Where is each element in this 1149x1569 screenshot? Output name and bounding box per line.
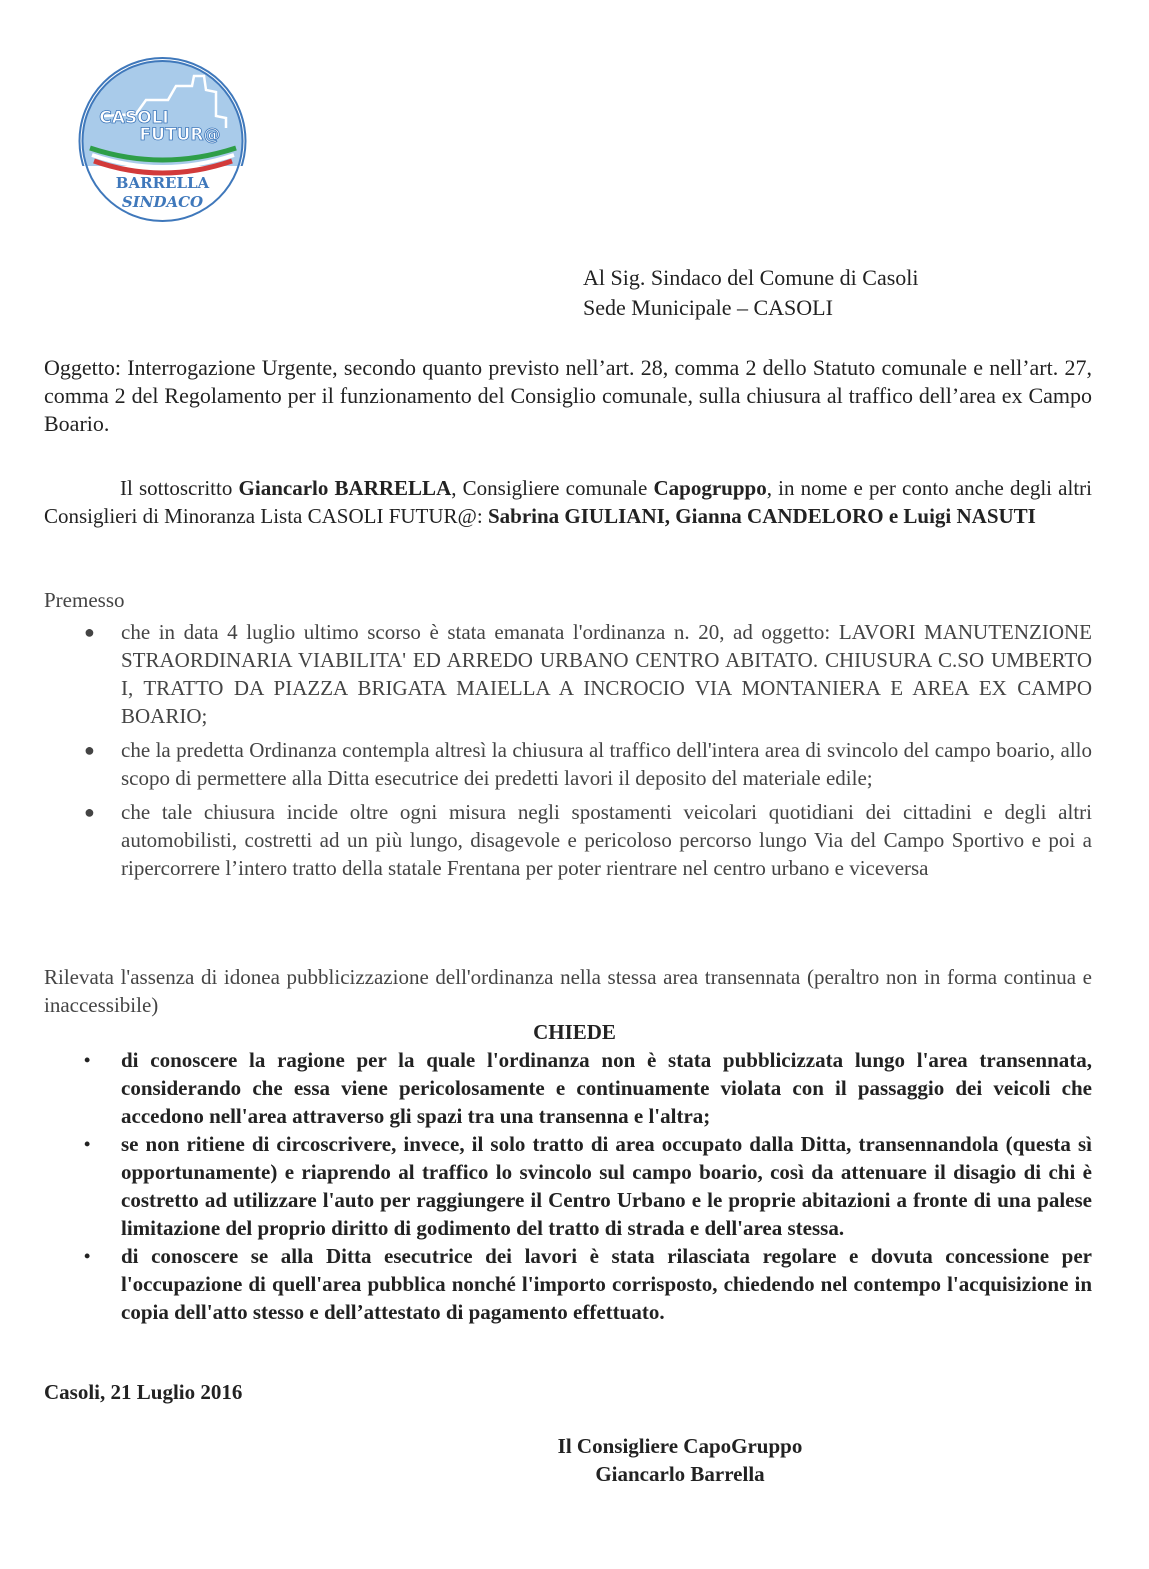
chiede-heading: CHIEDE	[533, 1020, 616, 1044]
intro-paragraph	[44, 474, 1092, 530]
party-logo-emblem	[76, 56, 249, 226]
logo-line2: FUTUR@	[139, 125, 221, 145]
bullet-icon: ●	[84, 622, 95, 642]
logo-line3: BARRELLA	[115, 174, 210, 192]
list-item	[44, 798, 1092, 882]
chiede-list	[44, 1046, 1092, 1326]
intro-text-1: Il sottoscritto	[120, 476, 239, 500]
intro-text-3: , in nome e per conto anche degli altri Consiglieri di Minoranza Lista CASOLI FUTUR@:	[44, 476, 1092, 528]
list-item	[44, 1130, 1092, 1242]
signature-role: Il Consigliere CapoGruppo	[557, 1434, 803, 1458]
date-line: Casoli, 21 Luglio 2016	[44, 1380, 243, 1404]
signature-name: Giancarlo Barrella	[595, 1462, 765, 1486]
list-item	[44, 736, 1092, 792]
addressee-line1: Al Sig. Sindaco del Comune di Casoli	[583, 265, 919, 290]
list-item	[44, 1242, 1092, 1326]
bullet-icon: •	[84, 1246, 91, 1266]
bullet-icon: ●	[84, 740, 95, 760]
premesso-item-text: che in data 4 luglio ultimo scorso è stata emanata l'ordinanza n. 20, ad oggetto: LAVORI MANUTENZIONE STRAORDINARIA VIABILITA' ED ARREDO URBANO CENTRO ABITATO. CHIUSURA C.SO UMBERTO I, TRATTO DA PIAZZA BRIGATA MAIELLA A INCROCIO VIA MONTANIERA E AREA EX CAMPO BOARIO;	[121, 620, 1092, 728]
list-item	[44, 618, 1092, 730]
subject-paragraph: Oggetto: Interrogazione Urgente, secondo quanto previsto nell’art. 28, comma 2 dello Statuto comunale e nell’art. 27, comma 2 del Regolamento per il funzionamento del Consiglio comunale, sulla chiusura al traffico dell’area ex Campo Boario.	[44, 355, 1092, 436]
addressee-line2: Sede Municipale – CASOLI	[583, 295, 833, 320]
intro-text-2: , Consigliere comunale	[451, 476, 654, 500]
intro-signer-name: Giancarlo BARRELLA	[238, 476, 452, 500]
chiede-item-text: di conoscere la ragione per la quale l'ordinanza non è stata pubblicizzata lungo l'area transennata, considerando che essa viene pericolosamente e continuamente violata con il passaggio dei veicoli che accedono nell'area attraverso gli spazi tra una transenna e l'altra;	[121, 1048, 1092, 1128]
list-item	[44, 1046, 1092, 1130]
chiede-item-text: di conoscere se alla Ditta esecutrice dei lavori è stata rilasciata regolare e dovuta concessione per l'occupazione di quell'area pubblica nonché l'importo corrisposto, chiedendo nel contempo l'acquisizione in copia dell'atto stesso e dell’attestato di pagamento effettuato.	[121, 1244, 1092, 1324]
logo-line1: CASOLI	[99, 108, 169, 128]
premesso-list	[44, 618, 1092, 888]
addressee-block	[583, 263, 1103, 323]
logo-line4: SINDACO	[121, 193, 204, 211]
premesso-item-text: che la predetta Ordinanza contempla altresì la chiusura al traffico dell'intera area di svincolo del campo boario, allo scopo di permettere alla Ditta esecutrice dei predetti lavori il deposito del materiale edile;	[121, 738, 1092, 790]
chiede-item-text: se non ritiene di circoscrivere, invece, il solo tratto di area occupato dalla Ditta, transennandola (questa sì opportunamente) e riaprendo al traffico lo svincolo sul campo boario, così da attenuare il disagio di chi è costretto ad utilizzare l'auto per raggiungere il Centro Urbano e le proprie abitazioni a fronte di una palese limitazione del proprio diritto di godimento del tratto di strada e dell'area stessa.	[121, 1132, 1092, 1240]
rilevata-paragraph: Rilevata l'assenza di idonea pubblicizzazione dell'ordinanza nella stessa area transennata (peraltro non in forma continua e inaccessibile)	[44, 965, 1092, 1017]
premesso-item-text: che tale chiusura incide oltre ogni misura negli spostamenti veicolari quotidiani dei cittadini e degli altri automobilisti, costretti ad un più lungo, disagevole e pericoloso percorso lungo Via del Campo Sportivo e poi a ripercorrere l’intero tratto della statale Frentana per poter rientrare nel centro urbano e viceversa	[121, 800, 1092, 880]
bullet-icon: •	[84, 1134, 91, 1154]
bullet-icon: ●	[84, 802, 95, 822]
party-logo	[76, 56, 249, 226]
intro-role: Capogruppo	[653, 476, 767, 500]
signature-block	[430, 1432, 930, 1488]
bullet-icon: •	[84, 1050, 91, 1070]
intro-councillors: Sabrina GIULIANI, Gianna CANDELORO e Luigi NASUTI	[487, 504, 1036, 528]
premesso-heading: Premesso	[44, 588, 125, 612]
